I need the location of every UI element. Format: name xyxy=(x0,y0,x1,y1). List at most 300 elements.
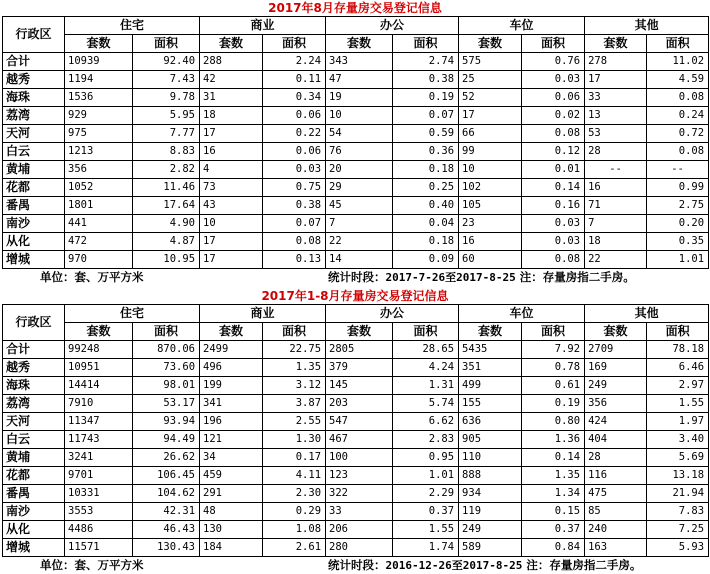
table-row xyxy=(3,161,709,179)
area-cell: 0.06 xyxy=(263,107,326,125)
area-cell: 1.35 xyxy=(522,467,585,485)
area-cell: 0.08 xyxy=(522,251,585,269)
area-cell: 0.06 xyxy=(522,89,585,107)
area-cell: 4.87 xyxy=(133,233,200,251)
count-cell: 356 xyxy=(585,395,647,413)
count-cell: 163 xyxy=(585,539,647,557)
count-cell: 14414 xyxy=(65,377,133,395)
area-cell: 2.83 xyxy=(393,431,459,449)
count-cell: 1194 xyxy=(65,71,133,89)
table-block-ytd xyxy=(0,288,710,574)
count-cell: 130 xyxy=(200,521,263,539)
table-row xyxy=(3,143,709,161)
count-cell: 110 xyxy=(459,449,522,467)
table-footer xyxy=(0,269,710,286)
sub-header-area: 面积 xyxy=(393,35,459,53)
count-cell: 11347 xyxy=(65,413,133,431)
table-row xyxy=(3,521,709,539)
area-cell: 13.18 xyxy=(647,467,709,485)
area-cell: 0.19 xyxy=(522,395,585,413)
area-cell: 2.61 xyxy=(263,539,326,557)
district-name: 海珠 xyxy=(3,89,65,107)
count-cell: 929 xyxy=(65,107,133,125)
category-header: 其他 xyxy=(585,305,709,323)
area-cell: 6.62 xyxy=(393,413,459,431)
count-cell: 28 xyxy=(585,143,647,161)
remark: 注：存量房指二手房。 xyxy=(519,270,635,284)
district-name: 南沙 xyxy=(3,215,65,233)
count-cell: 60 xyxy=(459,251,522,269)
area-cell: 0.16 xyxy=(522,197,585,215)
area-cell: 0.99 xyxy=(647,179,709,197)
count-cell: 496 xyxy=(200,359,263,377)
area-cell: 0.19 xyxy=(393,89,459,107)
count-cell: 116 xyxy=(585,467,647,485)
count-cell: 45 xyxy=(326,197,393,215)
area-cell: 53.17 xyxy=(133,395,200,413)
area-cell: 0.17 xyxy=(263,449,326,467)
area-cell: 7.77 xyxy=(133,125,200,143)
count-cell: 19 xyxy=(326,89,393,107)
area-cell: 0.29 xyxy=(263,503,326,521)
category-header: 办公 xyxy=(326,17,459,35)
area-cell: 0.08 xyxy=(522,125,585,143)
table-row xyxy=(3,467,709,485)
table-row xyxy=(3,197,709,215)
table-row xyxy=(3,449,709,467)
area-cell: 130.43 xyxy=(133,539,200,557)
area-cell: 0.59 xyxy=(393,125,459,143)
area-cell: 1.55 xyxy=(393,521,459,539)
count-cell: 52 xyxy=(459,89,522,107)
district-name: 合计 xyxy=(3,341,65,359)
period-label: 统计时段： xyxy=(328,270,386,284)
table-row xyxy=(3,89,709,107)
count-cell: 291 xyxy=(200,485,263,503)
count-cell: 404 xyxy=(585,431,647,449)
data-table xyxy=(2,16,709,269)
count-cell: 71 xyxy=(585,197,647,215)
sub-header-area: 面积 xyxy=(263,35,326,53)
count-cell: 23 xyxy=(459,215,522,233)
table-title: 2017年1-8月存量房交易登记信息 xyxy=(261,289,449,303)
district-name: 白云 xyxy=(3,143,65,161)
count-cell: 7910 xyxy=(65,395,133,413)
area-cell: 4.11 xyxy=(263,467,326,485)
count-cell: 14 xyxy=(326,251,393,269)
area-cell: 5.69 xyxy=(647,449,709,467)
area-cell: 10.95 xyxy=(133,251,200,269)
sub-header-area: 面积 xyxy=(263,323,326,341)
area-cell: 11.02 xyxy=(647,53,709,71)
district-name: 荔湾 xyxy=(3,107,65,125)
table-row xyxy=(3,395,709,413)
area-cell: 0.08 xyxy=(647,143,709,161)
area-cell: 0.08 xyxy=(647,89,709,107)
area-cell: 0.08 xyxy=(263,233,326,251)
district-name: 花都 xyxy=(3,179,65,197)
table-title: 2017年8月存量房交易登记信息 xyxy=(268,1,442,15)
count-cell: 31 xyxy=(200,89,263,107)
count-cell: 121 xyxy=(200,431,263,449)
area-cell: 0.03 xyxy=(522,71,585,89)
count-cell: 73 xyxy=(200,179,263,197)
area-cell: 0.25 xyxy=(393,179,459,197)
area-cell: 5.95 xyxy=(133,107,200,125)
count-cell: 42 xyxy=(200,71,263,89)
count-cell: 119 xyxy=(459,503,522,521)
area-cell: 6.46 xyxy=(647,359,709,377)
area-cell: 0.84 xyxy=(522,539,585,557)
district-name: 从化 xyxy=(3,233,65,251)
area-cell: 106.45 xyxy=(133,467,200,485)
count-cell: 499 xyxy=(459,377,522,395)
sub-header-area: 面积 xyxy=(647,323,709,341)
count-cell: 7 xyxy=(326,215,393,233)
sub-header-area: 面积 xyxy=(522,323,585,341)
area-cell: 0.18 xyxy=(393,233,459,251)
count-cell: 54 xyxy=(326,125,393,143)
area-cell: 2.74 xyxy=(393,53,459,71)
area-cell: 1.08 xyxy=(263,521,326,539)
area-cell: 0.40 xyxy=(393,197,459,215)
category-header: 住宅 xyxy=(65,305,200,323)
count-cell: 4 xyxy=(200,161,263,179)
count-cell: 424 xyxy=(585,413,647,431)
count-cell: 322 xyxy=(326,485,393,503)
count-cell: 47 xyxy=(326,71,393,89)
area-cell: 21.94 xyxy=(647,485,709,503)
area-cell: 0.03 xyxy=(522,233,585,251)
area-cell: 1.36 xyxy=(522,431,585,449)
area-cell: 0.04 xyxy=(393,215,459,233)
count-cell: 13 xyxy=(585,107,647,125)
area-cell: 98.01 xyxy=(133,377,200,395)
area-cell: 3.87 xyxy=(263,395,326,413)
count-cell: 4486 xyxy=(65,521,133,539)
count-cell: 155 xyxy=(459,395,522,413)
area-cell: 0.09 xyxy=(393,251,459,269)
area-cell: 7.43 xyxy=(133,71,200,89)
area-cell: 2.82 xyxy=(133,161,200,179)
count-cell: 16 xyxy=(459,233,522,251)
area-cell: 1.01 xyxy=(647,251,709,269)
area-cell: 0.20 xyxy=(647,215,709,233)
count-cell: 636 xyxy=(459,413,522,431)
area-cell: 0.61 xyxy=(522,377,585,395)
area-cell: 0.01 xyxy=(522,161,585,179)
count-cell: 17 xyxy=(200,233,263,251)
table-row xyxy=(3,179,709,197)
area-cell: 4.24 xyxy=(393,359,459,377)
district-name: 从化 xyxy=(3,521,65,539)
table-row xyxy=(3,359,709,377)
count-cell: 2499 xyxy=(200,341,263,359)
area-cell: 3.12 xyxy=(263,377,326,395)
area-cell: 0.35 xyxy=(647,233,709,251)
count-cell: 199 xyxy=(200,377,263,395)
sub-header-area: 面积 xyxy=(522,35,585,53)
district-name: 番禺 xyxy=(3,485,65,503)
area-cell: 26.62 xyxy=(133,449,200,467)
table-row xyxy=(3,251,709,269)
district-name: 花都 xyxy=(3,467,65,485)
count-cell: 10939 xyxy=(65,53,133,71)
count-cell: 10 xyxy=(459,161,522,179)
count-cell: 76 xyxy=(326,143,393,161)
period-value: 2017-7-26至2017-8-25 xyxy=(385,271,516,284)
count-cell: 102 xyxy=(459,179,522,197)
period-value: 2016-12-26至2017-8-25 xyxy=(385,559,523,572)
area-cell: 0.22 xyxy=(263,125,326,143)
count-cell: 472 xyxy=(65,233,133,251)
count-cell: 206 xyxy=(326,521,393,539)
area-cell: 2.30 xyxy=(263,485,326,503)
category-header: 商业 xyxy=(200,17,326,35)
area-cell: 78.18 xyxy=(647,341,709,359)
count-cell: 11743 xyxy=(65,431,133,449)
district-name: 合计 xyxy=(3,53,65,71)
count-cell: 17 xyxy=(585,71,647,89)
sub-header-count: 套数 xyxy=(459,323,522,341)
count-cell: 99248 xyxy=(65,341,133,359)
district-name: 增城 xyxy=(3,539,65,557)
category-header: 其他 xyxy=(585,17,709,35)
sub-header-count: 套数 xyxy=(585,323,647,341)
area-cell: 1.01 xyxy=(393,467,459,485)
count-cell: 85 xyxy=(585,503,647,521)
area-cell: 0.38 xyxy=(393,71,459,89)
area-cell: 0.72 xyxy=(647,125,709,143)
area-cell: 93.94 xyxy=(133,413,200,431)
unit-note: 单位：套、万平方米 xyxy=(40,270,144,284)
district-name: 天河 xyxy=(3,125,65,143)
count-cell: 11571 xyxy=(65,539,133,557)
sub-header-count: 套数 xyxy=(585,35,647,53)
area-cell: 0.07 xyxy=(393,107,459,125)
count-cell: 48 xyxy=(200,503,263,521)
area-cell: 0.18 xyxy=(393,161,459,179)
count-cell: 10 xyxy=(326,107,393,125)
count-cell: -- xyxy=(585,161,647,179)
count-cell: 10 xyxy=(200,215,263,233)
count-cell: 2805 xyxy=(326,341,393,359)
count-cell: 1213 xyxy=(65,143,133,161)
area-cell: 0.02 xyxy=(522,107,585,125)
area-cell: 104.62 xyxy=(133,485,200,503)
area-cell: 94.49 xyxy=(133,431,200,449)
count-cell: 22 xyxy=(585,251,647,269)
period-note xyxy=(328,557,641,574)
area-cell: 5.74 xyxy=(393,395,459,413)
count-cell: 356 xyxy=(65,161,133,179)
count-cell: 28 xyxy=(585,449,647,467)
area-cell: 4.90 xyxy=(133,215,200,233)
district-header: 行政区 xyxy=(3,305,65,341)
area-cell: 22.75 xyxy=(263,341,326,359)
count-cell: 53 xyxy=(585,125,647,143)
period-note xyxy=(328,269,635,286)
district-name: 天河 xyxy=(3,413,65,431)
sub-header-count: 套数 xyxy=(200,35,263,53)
count-cell: 905 xyxy=(459,431,522,449)
count-cell: 1801 xyxy=(65,197,133,215)
count-cell: 288 xyxy=(200,53,263,71)
count-cell: 5435 xyxy=(459,341,522,359)
sub-header-count: 套数 xyxy=(65,323,133,341)
area-cell: 11.46 xyxy=(133,179,200,197)
count-cell: 16 xyxy=(585,179,647,197)
count-cell: 18 xyxy=(200,107,263,125)
count-cell: 351 xyxy=(459,359,522,377)
period-label: 统计时段： xyxy=(328,558,386,572)
count-cell: 280 xyxy=(326,539,393,557)
category-header: 办公 xyxy=(326,305,459,323)
area-cell: 7.83 xyxy=(647,503,709,521)
category-header: 车位 xyxy=(459,17,585,35)
area-cell: 46.43 xyxy=(133,521,200,539)
table-row xyxy=(3,233,709,251)
count-cell: 547 xyxy=(326,413,393,431)
count-cell: 975 xyxy=(65,125,133,143)
district-header: 行政区 xyxy=(3,17,65,53)
area-cell: 1.97 xyxy=(647,413,709,431)
area-cell: 0.24 xyxy=(647,107,709,125)
count-cell: 17 xyxy=(200,251,263,269)
table-row xyxy=(3,485,709,503)
area-cell: 3.40 xyxy=(647,431,709,449)
count-cell: 249 xyxy=(585,377,647,395)
area-cell: 1.55 xyxy=(647,395,709,413)
table-row xyxy=(3,377,709,395)
area-cell: 2.75 xyxy=(647,197,709,215)
count-cell: 99 xyxy=(459,143,522,161)
category-header: 车位 xyxy=(459,305,585,323)
area-cell: 4.59 xyxy=(647,71,709,89)
area-cell: 0.15 xyxy=(522,503,585,521)
area-cell: 7.25 xyxy=(647,521,709,539)
area-cell: 1.31 xyxy=(393,377,459,395)
area-cell: 2.29 xyxy=(393,485,459,503)
table-row xyxy=(3,431,709,449)
count-cell: 16 xyxy=(200,143,263,161)
area-cell: 0.76 xyxy=(522,53,585,71)
area-cell: 0.80 xyxy=(522,413,585,431)
count-cell: 34 xyxy=(200,449,263,467)
count-cell: 100 xyxy=(326,449,393,467)
count-cell: 17 xyxy=(200,125,263,143)
count-cell: 1536 xyxy=(65,89,133,107)
area-cell: 0.06 xyxy=(263,143,326,161)
area-cell: 2.97 xyxy=(647,377,709,395)
table-row xyxy=(3,125,709,143)
district-name: 荔湾 xyxy=(3,395,65,413)
count-cell: 7 xyxy=(585,215,647,233)
count-cell: 459 xyxy=(200,467,263,485)
count-cell: 467 xyxy=(326,431,393,449)
count-cell: 10331 xyxy=(65,485,133,503)
sub-header-count: 套数 xyxy=(459,35,522,53)
area-cell: 0.11 xyxy=(263,71,326,89)
area-cell: 42.31 xyxy=(133,503,200,521)
area-cell: 0.95 xyxy=(393,449,459,467)
count-cell: 123 xyxy=(326,467,393,485)
count-cell: 589 xyxy=(459,539,522,557)
district-name: 越秀 xyxy=(3,71,65,89)
area-cell: 0.14 xyxy=(522,179,585,197)
area-cell: 9.78 xyxy=(133,89,200,107)
district-name: 增城 xyxy=(3,251,65,269)
count-cell: 249 xyxy=(459,521,522,539)
count-cell: 379 xyxy=(326,359,393,377)
district-name: 番禺 xyxy=(3,197,65,215)
count-cell: 196 xyxy=(200,413,263,431)
count-cell: 575 xyxy=(459,53,522,71)
remark: 注：存量房指二手房。 xyxy=(526,558,642,572)
area-cell: 1.30 xyxy=(263,431,326,449)
district-name: 南沙 xyxy=(3,503,65,521)
count-cell: 3553 xyxy=(65,503,133,521)
count-cell: 145 xyxy=(326,377,393,395)
count-cell: 2709 xyxy=(585,341,647,359)
district-name: 越秀 xyxy=(3,359,65,377)
count-cell: 240 xyxy=(585,521,647,539)
count-cell: 203 xyxy=(326,395,393,413)
area-cell: 28.65 xyxy=(393,341,459,359)
sub-header-area: 面积 xyxy=(647,35,709,53)
count-cell: 888 xyxy=(459,467,522,485)
table-row xyxy=(3,413,709,431)
area-cell: 73.60 xyxy=(133,359,200,377)
count-cell: 475 xyxy=(585,485,647,503)
table-row xyxy=(3,71,709,89)
area-cell: 0.37 xyxy=(522,521,585,539)
count-cell: 43 xyxy=(200,197,263,215)
sub-header-count: 套数 xyxy=(326,323,393,341)
table-row xyxy=(3,341,709,359)
count-cell: 343 xyxy=(326,53,393,71)
count-cell: 66 xyxy=(459,125,522,143)
count-cell: 17 xyxy=(459,107,522,125)
table-row xyxy=(3,215,709,233)
count-cell: 3241 xyxy=(65,449,133,467)
count-cell: 169 xyxy=(585,359,647,377)
sub-header-area: 面积 xyxy=(393,323,459,341)
area-cell: 7.92 xyxy=(522,341,585,359)
unit-note: 单位：套、万平方米 xyxy=(40,558,144,572)
district-name: 黄埔 xyxy=(3,449,65,467)
table-row xyxy=(3,53,709,71)
area-cell: 0.13 xyxy=(263,251,326,269)
count-cell: 934 xyxy=(459,485,522,503)
area-cell: 0.38 xyxy=(263,197,326,215)
area-cell: 0.75 xyxy=(263,179,326,197)
area-cell: 0.07 xyxy=(263,215,326,233)
count-cell: 29 xyxy=(326,179,393,197)
table-row xyxy=(3,503,709,521)
count-cell: 184 xyxy=(200,539,263,557)
count-cell: 278 xyxy=(585,53,647,71)
area-cell: 0.78 xyxy=(522,359,585,377)
count-cell: 33 xyxy=(585,89,647,107)
area-cell: 8.83 xyxy=(133,143,200,161)
count-cell: 970 xyxy=(65,251,133,269)
area-cell: 1.74 xyxy=(393,539,459,557)
count-cell: 33 xyxy=(326,503,393,521)
count-cell: 105 xyxy=(459,197,522,215)
area-cell: 0.12 xyxy=(522,143,585,161)
area-cell: 870.06 xyxy=(133,341,200,359)
